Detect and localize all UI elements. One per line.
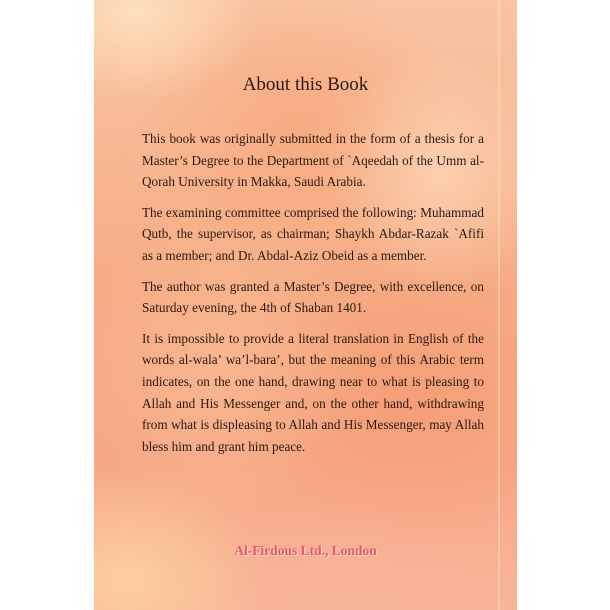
paragraph-degree: The author was granted a Master’s Degree, with excellence, on Saturday evening, the 4th of Shaban 1401. [142,278,484,316]
publisher-name: Al-Firdous Ltd., London [234,543,377,558]
book-back-cover [94,0,517,610]
book-description [142,128,484,466]
paragraph-meaning: It is impossible to provide a literal translation in English of the words al-wala’ wa’l-bara’, but the meaning of this Arabic term indicates, on the one hand, drawing near to what is pleasing to Allah and His Messenger and, on the other hand, withdrawing from what is displeasing to Allah and His Messenger, may Allah bless him and grant him peace. [142,330,484,454]
paragraph-thesis: This book was originally submitted in the form of a thesis for a Master’s Degree to the Department of `Aqeedah of the Umm al-Qorah University in Makka, Saudi Arabia. [142,131,484,190]
page-title: About this Book [242,74,369,95]
paragraph-committee: The examining committee comprised the following: Muhammad Qutb, the supervisor, as chairman; Shaykh Abdar-Razak `Afifi as a member; and Dr. Abdal-Aziz Obeid as a member. [142,204,484,263]
